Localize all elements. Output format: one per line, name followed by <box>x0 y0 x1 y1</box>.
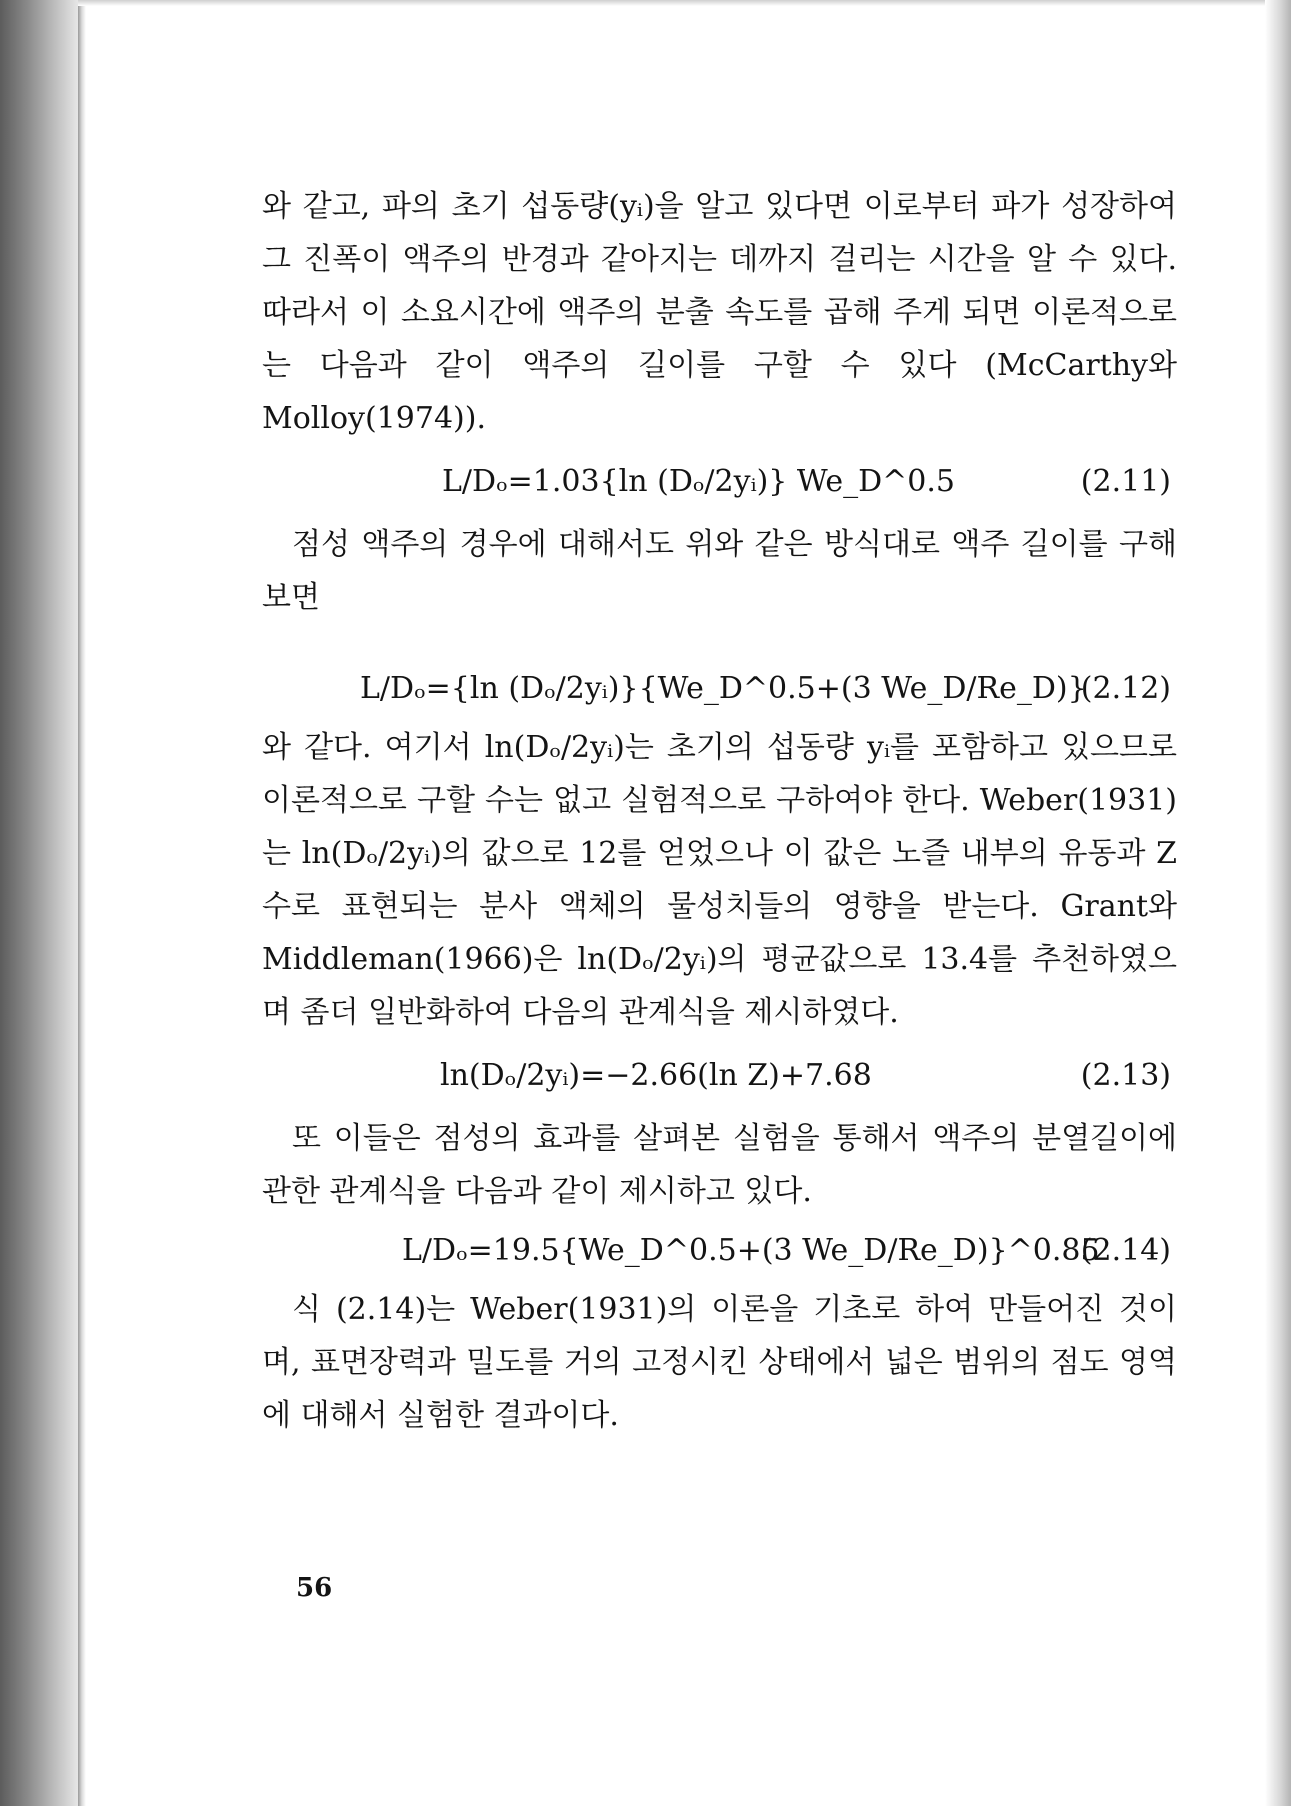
paragraph-5: 식 (2.14)는 Weber(1931)의 이론을 기초로 하여 만들어진 것이며, 표면장력과 밀도를 거의 고정시킨 상태에서 넓은 범위의 점도 영역에 대해서 실험한 결과이다. <box>262 1292 1177 1433</box>
equation-formula: ln(Dₒ/2yᵢ)=−2.66(ln Z)+7.68 <box>440 1058 872 1093</box>
scan-edge-right <box>1265 0 1291 1806</box>
paragraph-1: 와 같고, 파의 초기 섭동량(yᵢ)을 알고 있다면 이로부터 파가 성장하여 그 진폭이 액주의 반경과 같아지는 데까지 걸리는 시간을 알 수 있다. 따라서 이 소요시간에 액주의 분출 속도를 곱해 주게 되면 이론적으로는 다음과 같이 액주의 길이를 구할 수 있다 (McCarthy와 Molloy(1974)). <box>262 189 1177 436</box>
equation-formula: L/Dₒ={ln (Dₒ/2yᵢ)}{We_D^0.5+(3 We_D/Re_D)} <box>360 671 1087 706</box>
paragraph-2: 점성 액주의 경우에 대해서도 위와 같은 방식대로 액주 길이를 구해보면 <box>262 527 1177 615</box>
equation-number: (2.14) <box>1080 1233 1171 1268</box>
equation-number: (2.13) <box>1080 1058 1171 1093</box>
equation-2-14 <box>262 1224 1177 1277</box>
equation-formula: L/Dₒ=19.5{We_D^0.5+(3 We_D/Re_D)}^0.85 <box>402 1233 1100 1268</box>
scan-edge-left <box>0 0 78 1806</box>
equation-2-12 <box>262 662 1177 715</box>
equation-2-13 <box>262 1049 1177 1102</box>
paragraph-4: 또 이들은 점성의 효과를 살펴본 실험을 통해서 액주의 분열길이에 관한 관계식을 다음과 같이 제시하고 있다. <box>262 1121 1177 1209</box>
equation-number: (2.12) <box>1080 671 1171 706</box>
book-page-body <box>262 180 1177 1442</box>
scan-edge-top <box>78 0 1265 6</box>
equation-number: (2.11) <box>1080 464 1171 499</box>
equation-2-11 <box>262 455 1177 508</box>
scan-edge-left-shadow <box>78 0 86 1806</box>
paragraph-3: 와 같다. 여기서 ln(Dₒ/2yᵢ)는 초기의 섭동량 yᵢ를 포함하고 있으므로 이론적으로 구할 수는 없고 실험적으로 구하여야 한다. Weber(1931)는 ln(Dₒ/2yᵢ)의 값으로 12를 얻었으나 이 값은 노즐 내부의 유동과 Z 수로 표현되는 분사 액체의 물성치들의 영향을 받는다. Grant와 Middleman(1966)은 ln(Dₒ/2yᵢ)의 평균값으로 13.4를 추천하였으며 좀더 일반화하여 다음의 관계식을 제시하였다. <box>262 730 1177 1030</box>
page-number: 56 <box>296 1573 333 1603</box>
equation-formula: L/Dₒ=1.03{ln (Dₒ/2yᵢ)} We_D^0.5 <box>442 464 955 499</box>
